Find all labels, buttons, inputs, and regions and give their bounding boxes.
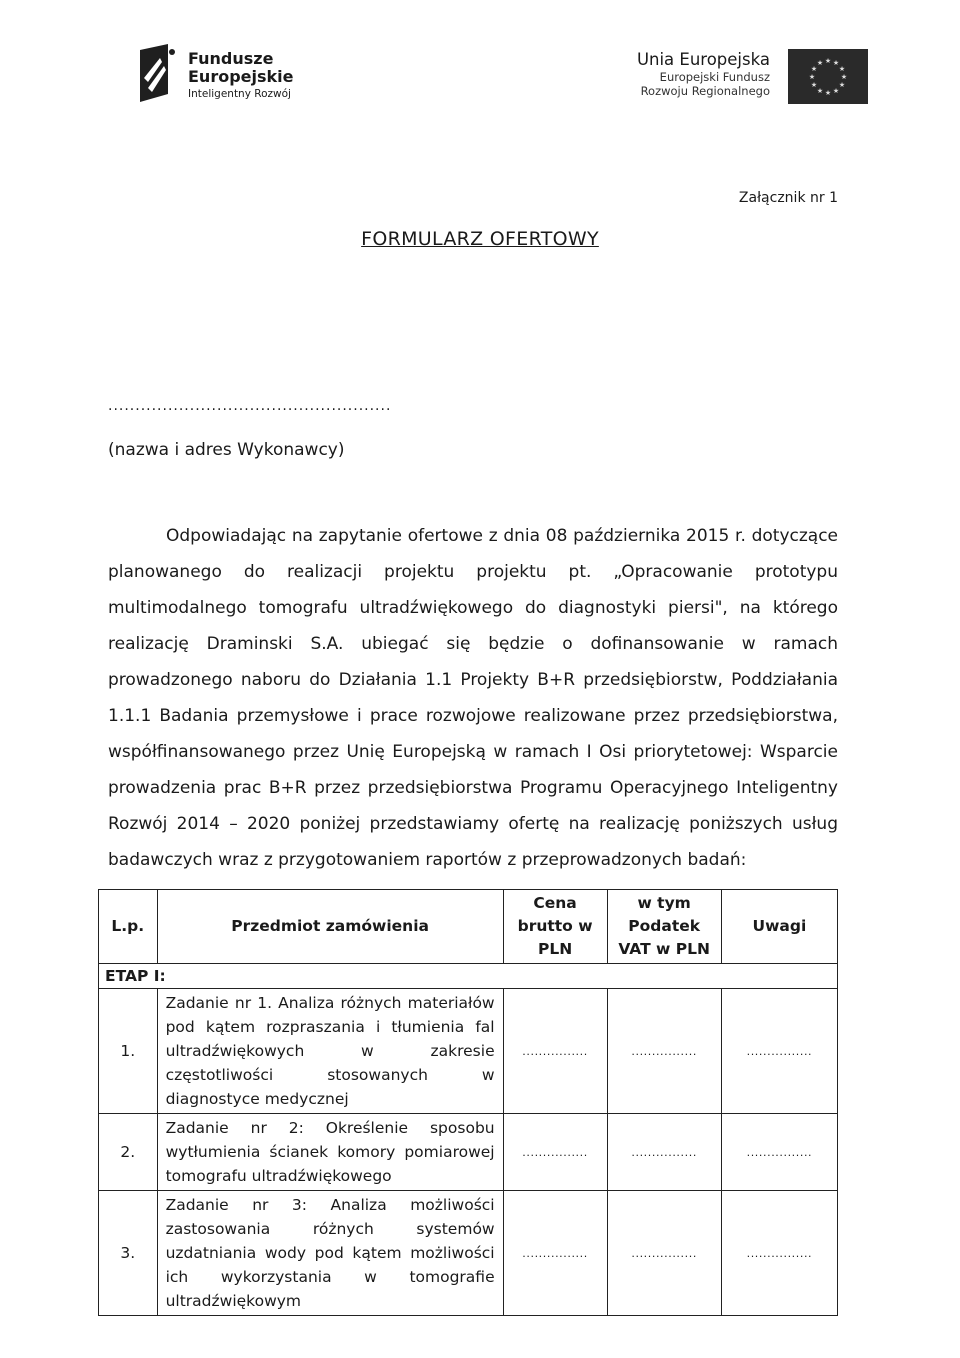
fundusze-europejskie-logo-icon	[140, 44, 180, 102]
row-subject: Zadanie nr 3: Analiza możliwości zastosowania różnych systemów uzdatniania wody pod kątem możliwości ich wykorzystania w tomografie ultradźwiękowym	[157, 1191, 503, 1316]
row-lp: 2.	[99, 1114, 158, 1191]
form-title: FORMULARZ OFERTOWY	[361, 228, 599, 250]
offer-table	[98, 889, 838, 1316]
svg-text:★: ★	[810, 65, 818, 73]
header-vat: w tym Podatek VAT w PLN	[607, 890, 721, 964]
svg-text:★: ★	[838, 65, 846, 73]
stage-label: ETAP I:	[99, 964, 838, 989]
fe-title-line2: Europejskie	[188, 67, 294, 86]
row-vat-field[interactable]: ................	[607, 1191, 721, 1316]
row-price-field[interactable]: ................	[503, 1114, 607, 1191]
row-subject: Zadanie nr 1. Analiza różnych materiałów pod kątem rozpraszania i tłumienia fal ultradźwiękowych w zakresie częstotliwości stosowanych w diagnostyce medycznej	[157, 989, 503, 1114]
header-subject: Przedmiot zamówienia	[157, 890, 503, 964]
row-vat-field[interactable]: ................	[607, 1114, 721, 1191]
svg-text:★: ★	[840, 73, 848, 81]
row-subject: Zadanie nr 2: Określenie sposobu wytłumienia ścianek komory pomiarowej tomografu ultradźwiękowego	[157, 1114, 503, 1191]
svg-text:★: ★	[838, 81, 846, 89]
fundusze-europejskie-text	[188, 50, 294, 100]
intro-paragraph-text: Odpowiadając na zapytanie ofertowe z dnia 08 października 2015 r. dotyczące planowanego do realizacji projektu projektu pt. „Opracowanie prototypu multimodalnego tomografu ultradźwiękowego do diagnostyki piersi", na którego realizację Draminski S.A. ubiegać się będzie o dofinansowanie w ramach prowadzonego naboru do Działania 1.1 Projekty B+R przedsiębiorstw, Poddziałania 1.1.1 Badania przemysłowe i prace rozwojowe realizowane przez przedsiębiorstwa, współfinansowanego przez Unię Europejską w ramach I Osi priorytetowej: Wsparcie prowadzenia prac B+R przez przedsiębiorstwa Programu Operacyjnego Inteligentny Rozwój 2014 – 2020 poniżej przedstawiamy ofertę na realizację poniższych usług badawczych wraz z przygotowaniem raportów z przeprowadzonych badań:	[108, 526, 838, 870]
svg-text:★: ★	[832, 87, 840, 95]
svg-text:★: ★	[824, 89, 832, 97]
header-lp: L.p.	[99, 890, 158, 964]
svg-text:★: ★	[824, 57, 832, 65]
header-price: Cena brutto w PLN	[503, 890, 607, 964]
ue-title: Unia Europejska	[636, 50, 770, 69]
row-notes-field[interactable]: ................	[721, 1191, 837, 1316]
svg-text:★: ★	[816, 87, 824, 95]
fe-subtitle: Inteligentny Rozwój	[188, 88, 291, 100]
table-row	[99, 1114, 838, 1191]
row-lp: 3.	[99, 1191, 158, 1316]
row-price-field[interactable]: ................	[503, 989, 607, 1114]
header-notes: Uwagi	[721, 890, 837, 964]
svg-text:★: ★	[810, 81, 818, 89]
svg-text:★: ★	[816, 59, 824, 67]
table-row	[99, 989, 838, 1114]
row-lp: 1.	[99, 989, 158, 1114]
unia-europejska-text	[637, 50, 770, 98]
svg-text:★: ★	[808, 73, 816, 81]
ue-sub-line1: Europejski Fundusz	[659, 70, 770, 84]
contractor-name-field: ....................................................	[108, 398, 392, 414]
row-vat-field[interactable]: ................	[607, 989, 721, 1114]
table-header-row	[99, 890, 838, 964]
row-notes-field[interactable]: ................	[721, 989, 837, 1114]
contractor-name-label: (nazwa i adres Wykonawcy)	[108, 440, 345, 460]
stage-row	[99, 964, 838, 989]
ue-sub-line2: Rozwoju Regionalnego	[640, 84, 770, 98]
row-price-field[interactable]: ................	[503, 1191, 607, 1316]
fe-title-line1: Fundusze	[188, 49, 274, 68]
svg-text:★: ★	[832, 59, 840, 67]
table-row	[99, 1191, 838, 1316]
eu-flag-icon	[788, 49, 868, 104]
row-notes-field[interactable]: ................	[721, 1114, 837, 1191]
attachment-label: Załącznik nr 1	[738, 190, 838, 206]
intro-paragraph	[108, 518, 838, 878]
